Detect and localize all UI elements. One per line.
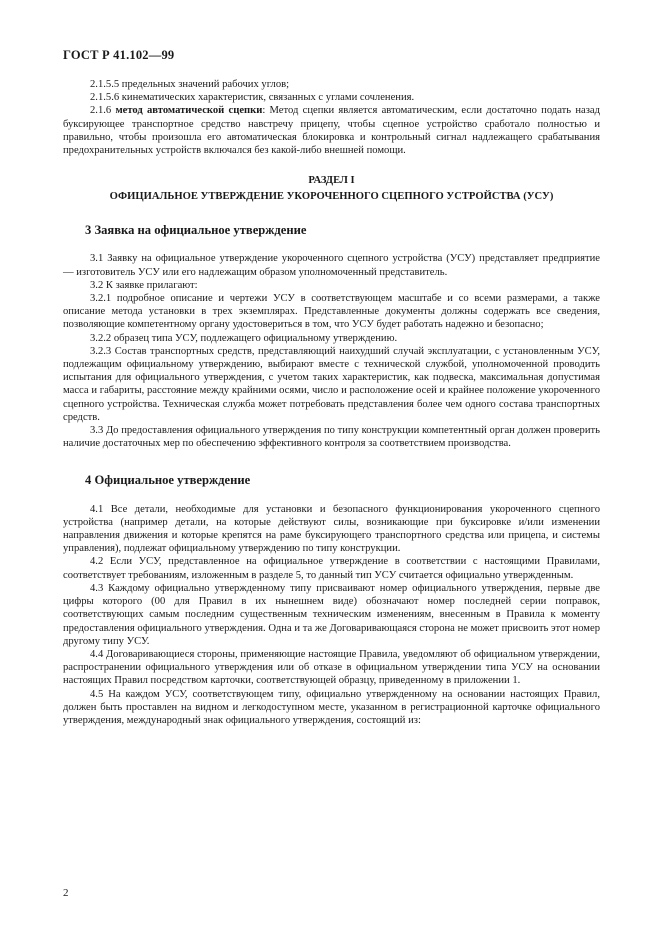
paragraph-3-1: 3.1 Заявку на официальное утверждение укороченного сцепного устройства (УСУ) представляет предприятие — изготовитель УСУ или его надлежащим образом уполномоченный представитель. bbox=[63, 253, 600, 278]
paragraph-4-1: 4.1 Все детали, необходимые для установки и безопасного функционирования укороченного сцепного устройства (например детали, на которые действуют силы, возникающие при буксировке и/или изменении направления движения и которые крепятся на раме буксирующего транспортного средства или прицепа, и системы управления), подлежат официальному утверждению по типу конструкции. bbox=[63, 503, 600, 555]
part-heading bbox=[63, 174, 600, 204]
paragraph-2-1-5-5: 2.1.5.5 предельных значений рабочих углов; bbox=[90, 79, 290, 90]
part-subtitle: ОФИЦИАЛЬНОЕ УТВЕРЖДЕНИЕ УКОРОЧЕННОГО СЦЕПНОГО УСТРОЙСТВА (УСУ) bbox=[109, 191, 554, 203]
paragraph-2-1-5-6: 2.1.5.6 кинематических характеристик, связанных с углами сочленения. bbox=[90, 92, 415, 104]
page-number: 2 bbox=[63, 887, 69, 899]
paragraph-4-4: 4.4 Договаривающиеся стороны, применяющие настоящие Правила, уведомляют об официальном утверждении, распространении официального утверждения или об отказе в официальном утверждении типа УСУ на основании настоящих Правил посредством карточки, соответствующей образцу, приведенному в приложении 1. bbox=[63, 648, 600, 687]
section-4-heading: 4 Официальное утверждение bbox=[85, 473, 251, 488]
term-automatic-coupling: метод автоматической сцепки bbox=[115, 105, 263, 117]
document-body bbox=[63, 78, 600, 727]
paragraph-3-2: 3.2 К заявке прилагают: bbox=[90, 279, 198, 291]
paragraph-2-1-6-number: 2.1.6 bbox=[90, 105, 116, 117]
paragraph-4-3: 4.3 Каждому официально утвержденному типу присваивают номер официального утверждения, первые две цифры которого (00 для Правил в их нынешнем виде) обозначают номер последней серии поправок, соответствующих самым последним существенным техническим изменениям, внесенным в Правила к моменту предоставления официального утверждения. Одна и та же Договаривающаяся сторона не может присвоить этот номер другому типу УСУ. bbox=[63, 582, 600, 647]
section-3-heading: 3 Заявка на официальное утверждение bbox=[85, 223, 307, 238]
part-title: РАЗДЕЛ I bbox=[308, 175, 355, 187]
paragraph-4-5: 4.5 На каждом УСУ, соответствующем типу, официально утвержденному на основании настоящих Правил, должен быть проставлен на видном и легкодоступном месте, указанном в регистрационной карточке официального утверждения, международный знак официального утверждения, состоящий из: bbox=[63, 688, 600, 726]
paragraph-4-2: 4.2 Если УСУ, представленное на официальное утверждение в соответствии с настоящими Правилами, соответствует требованиям, изложенным в разделе 5, то данный тип УСУ считается официально утвержденным. bbox=[63, 556, 600, 581]
paragraph-3-3: 3.3 До предоставления официального утверждения по типу конструкции компетентный орган должен проверить наличие достаточных мер по обеспечению эффективного контроля за соответствием производства. bbox=[63, 425, 600, 450]
document-code: ГОСТ Р 41.102—99 bbox=[63, 48, 175, 62]
paragraph-3-2-2: 3.2.2 образец типа УСУ, подлежащего официальному утверждению. bbox=[90, 332, 398, 344]
paragraph-2-1-6-text: : Метод сцепки является автоматическим, если достаточно подать назад буксирующее транспортное средство навстречу прицепу, чтобы сцепное устройство сработало полностью и правильно, чтобы произошла его автоматическая блокировка и контрольный сигнал надлежащего срабатывания предохранительных устройств включался без какой-либо внешней помощи. bbox=[63, 105, 600, 157]
paragraph-2-1-6 bbox=[63, 104, 600, 157]
paragraph-3-2-3: 3.2.3 Состав транспортных средств, представляющий наихудший случай эксплуатации, с установленным УСУ, подлежащим официальному утверждению, выбирают вместе с технической службой, уполномоченной проводить испытания для официального утверждения, с учетом таких характеристик, как подвеска, максимальная допустимая масса и габариты, расстояние между крайними осями, число и расположение осей и крайнее положение укороченного сцепного устройства. Техническая служба может потребовать представления более чем одного состава транспортных средств. bbox=[63, 345, 600, 423]
paragraph-3-2-1: 3.2.1 подробное описание и чертежи УСУ в соответствующем масштабе и со всеми размерами, а также описание метода установки в трех экземплярах. Представленные документы должны содержать все сведения, позволяющие компетентному органу удостовериться в том, что УСУ будет работать надежно и безопасно; bbox=[63, 293, 600, 331]
